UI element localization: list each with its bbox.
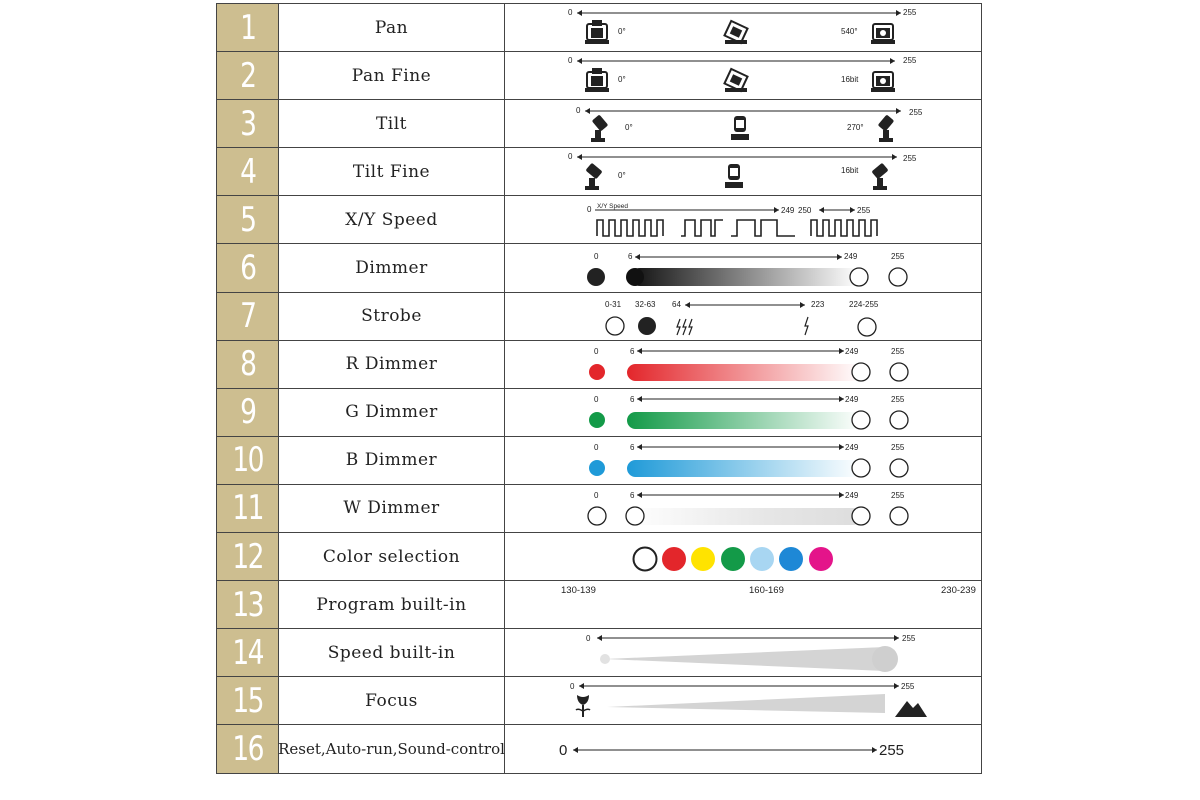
value-6-label: 6	[630, 490, 635, 500]
focus-wedge	[607, 694, 885, 713]
resolution-label: 16bit	[841, 166, 859, 176]
value-249-label: 249	[845, 394, 859, 404]
tilt-head-right-icon	[878, 115, 895, 143]
speed-wedge	[605, 647, 897, 671]
color-red-swatch	[662, 547, 686, 571]
color-blue-swatch	[779, 547, 803, 571]
channel-number: 8	[217, 341, 279, 388]
range-closed-label: 32-63	[635, 299, 656, 309]
pulse-waveform-fast-end	[811, 220, 877, 236]
strobe-fast-icon	[677, 319, 692, 335]
color-green-swatch	[721, 547, 745, 571]
channel-number: 14	[217, 629, 279, 676]
program-range-2-label: 160-169	[749, 585, 784, 597]
channel-row-2	[217, 52, 981, 100]
channel-graphic-pan-fine	[505, 52, 981, 99]
focus-diagram	[505, 677, 979, 725]
channel-number: 11	[217, 485, 279, 532]
channel-number: 9	[217, 389, 279, 436]
dmx-channel-table	[216, 3, 982, 774]
value-255-label: 255	[891, 394, 905, 404]
channel-number: 15	[217, 677, 279, 724]
moving-head-rotated-icon	[724, 69, 747, 92]
range-start-label: 0	[559, 742, 568, 760]
channel-graphic-program-built-in	[505, 581, 981, 628]
max-dot	[890, 363, 908, 381]
red-dot	[589, 364, 605, 380]
moving-head-end-icon	[871, 24, 895, 44]
color-white-swatch	[634, 548, 657, 571]
range-start-label: 0	[576, 106, 581, 116]
value-255-label: 255	[891, 346, 905, 356]
pan-fine-diagram	[505, 52, 979, 100]
program-built-in-diagram	[505, 581, 979, 629]
moving-head-icon	[585, 20, 609, 44]
channel-row-10	[217, 437, 981, 485]
program-range-3-label: 230-239	[941, 585, 976, 597]
blue-dot	[589, 460, 605, 476]
range-start-label: 0	[568, 8, 573, 17]
angle-start-label: 0°	[618, 27, 626, 36]
range-start-label: 0	[587, 205, 592, 215]
white-gradient-bar	[627, 508, 861, 525]
range-start-label: 0	[570, 682, 575, 692]
channel-number: 12	[217, 533, 279, 580]
open-end-dot	[858, 318, 876, 336]
green-dot	[589, 412, 605, 428]
channel-number: 13	[217, 581, 279, 628]
channel-graphic-dimmer	[505, 244, 981, 291]
range-mid-label: 249	[781, 206, 795, 216]
full-dot	[850, 268, 868, 286]
xy-speed-caption: X/Y Speed	[597, 203, 628, 211]
off-dot	[587, 268, 605, 286]
color-yellow-swatch	[691, 547, 715, 571]
channel-row-4	[217, 148, 981, 196]
r-dimmer-diagram	[505, 341, 979, 389]
range-end-label: 255	[901, 682, 915, 692]
tilt-fine-diagram	[505, 148, 979, 196]
channel-row-11	[217, 485, 981, 533]
strobe-slow-icon	[805, 317, 808, 335]
value-0-label: 0	[594, 346, 599, 356]
range-end-label: 255	[903, 56, 917, 66]
value-0-label: 0	[594, 442, 599, 452]
value-0-label: 0	[594, 394, 599, 404]
full-dot	[852, 459, 870, 477]
color-selection-diagram	[505, 533, 979, 581]
channel-graphic-speed-built-in	[505, 629, 981, 676]
green-gradient-bar	[627, 412, 861, 429]
channel-row-8	[217, 341, 981, 389]
max-dot	[890, 507, 908, 525]
channel-number: 7	[217, 293, 279, 340]
open-dot	[606, 317, 624, 335]
blue-gradient-bar	[627, 460, 861, 477]
channel-number: 5	[217, 196, 279, 243]
range-start-label: 0	[586, 634, 591, 644]
channel-number: 4	[217, 148, 279, 195]
range-mid2-label: 250	[798, 206, 812, 216]
channel-name: Pan	[279, 4, 505, 51]
value-249-label: 249	[845, 346, 859, 356]
channel-number: 1	[217, 4, 279, 51]
full-dot	[852, 363, 870, 381]
value-6-label: 6	[630, 442, 635, 452]
full-dot	[852, 411, 870, 429]
intensity-gradient-bar	[631, 268, 859, 286]
tilt-head-right-icon	[871, 163, 888, 190]
max-dot	[889, 268, 907, 286]
range-end-label: 255	[879, 742, 905, 760]
dimmer-diagram	[505, 244, 979, 292]
channel-name: Pan Fine	[279, 52, 505, 99]
color-light-blue-swatch	[750, 547, 774, 571]
max-dot	[890, 459, 908, 477]
value-6-label: 6	[630, 346, 635, 356]
channel-name: Tilt Fine	[279, 148, 505, 195]
pulse-waveform-fast	[597, 220, 663, 236]
closed-dot	[638, 317, 656, 335]
channel-graphic-reset	[505, 725, 981, 772]
moving-head-icon	[585, 68, 609, 92]
channel-graphic-color-selection	[505, 533, 981, 580]
channel-name: Dimmer	[279, 244, 505, 291]
resolution-label: 16bit	[841, 75, 859, 85]
channel-name: G Dimmer	[279, 389, 505, 436]
value-6-label: 6	[628, 252, 633, 262]
max-dot	[890, 411, 908, 429]
angle-start-label: 0°	[625, 123, 633, 133]
channel-name: R Dimmer	[279, 341, 505, 388]
channel-row-3	[217, 100, 981, 148]
value-255-label: 255	[891, 442, 905, 452]
program-range-1-label: 130-139	[561, 585, 596, 597]
channel-row-1	[217, 4, 981, 52]
range-open-label: 0-31	[605, 299, 622, 309]
value-249-label: 249	[845, 442, 859, 452]
value-0-label: 0	[594, 252, 599, 262]
b-dimmer-diagram	[505, 437, 979, 485]
range-end-label: 255	[857, 206, 871, 216]
channel-number: 16	[217, 725, 279, 772]
white-dot	[588, 507, 606, 525]
channel-row-16	[217, 725, 981, 773]
channel-number: 2	[217, 52, 279, 99]
channel-number: 10	[217, 437, 279, 484]
moving-head-end-icon	[871, 72, 895, 92]
w-dimmer-diagram	[505, 485, 979, 533]
range-end-label: 255	[909, 108, 923, 118]
channel-graphic-b-dimmer	[505, 437, 981, 484]
value-249-label: 249	[845, 490, 859, 500]
value-0-label: 0	[594, 490, 599, 500]
channel-graphic-strobe	[505, 293, 981, 340]
xy-speed-diagram	[505, 196, 979, 244]
channel-row-14	[217, 629, 981, 677]
tilt-head-left-icon	[591, 115, 608, 143]
channel-graphic-w-dimmer	[505, 485, 981, 532]
range-strobe-start-label: 64	[672, 299, 681, 309]
full-dot	[852, 507, 870, 525]
g-dimmer-diagram	[505, 389, 979, 437]
range-start-label: 0	[568, 56, 573, 66]
channel-graphic-r-dimmer	[505, 341, 981, 388]
channel-name: W Dimmer	[279, 485, 505, 532]
channel-graphic-tilt	[505, 100, 981, 147]
range-end-label: 255	[902, 634, 916, 644]
channel-row-12	[217, 533, 981, 581]
channel-row-5	[217, 196, 981, 244]
channel-name: B Dimmer	[279, 437, 505, 484]
channel-row-6	[217, 244, 981, 292]
moving-head-rotated-icon	[724, 21, 747, 44]
channel-name: Focus	[279, 677, 505, 724]
strobe-diagram	[505, 293, 979, 341]
channel-number: 6	[217, 244, 279, 291]
tilt-head-up-icon	[725, 164, 743, 188]
pan-diagram	[505, 4, 979, 52]
channel-name: Reset,Auto-run,Sound-control	[279, 725, 505, 772]
tilt-head-up-icon	[731, 116, 749, 140]
mountain-icon	[895, 701, 927, 717]
angle-start-label: 0°	[618, 75, 626, 85]
macro-flower-icon	[576, 695, 590, 717]
range-start-label: 0	[568, 152, 573, 162]
pulse-waveform-medium	[681, 220, 723, 236]
channel-graphic-focus	[505, 677, 981, 724]
red-gradient-bar	[627, 364, 861, 381]
pulse-waveform-slow	[731, 220, 795, 236]
channel-row-7	[217, 293, 981, 341]
channel-name: X/Y Speed	[279, 196, 505, 243]
channel-name: Color selection	[279, 533, 505, 580]
color-magenta-swatch	[809, 547, 833, 571]
channel-row-9	[217, 389, 981, 437]
speed-built-in-diagram	[505, 629, 979, 677]
channel-number: 3	[217, 100, 279, 147]
channel-name: Speed built-in	[279, 629, 505, 676]
value-255-label: 255	[891, 252, 905, 262]
channel-name: Strobe	[279, 293, 505, 340]
channel-row-15	[217, 677, 981, 725]
channel-graphic-xy-speed	[505, 196, 981, 243]
value-6-label: 6	[630, 394, 635, 404]
range-end-label: 255	[903, 154, 917, 164]
tilt-head-left-icon	[585, 163, 603, 190]
range-strobe-end-label: 223	[811, 299, 825, 309]
angle-start-label: 0°	[618, 171, 626, 181]
range-open-end-label: 224-255	[849, 299, 879, 309]
angle-end-label: 270°	[847, 123, 864, 133]
reset-diagram	[505, 725, 979, 773]
channel-row-13	[217, 581, 981, 629]
channel-name: Program built-in	[279, 581, 505, 628]
channel-graphic-g-dimmer	[505, 389, 981, 436]
tilt-diagram	[505, 100, 979, 148]
value-255-label: 255	[891, 490, 905, 500]
channel-name: Tilt	[279, 100, 505, 147]
value-249-label: 249	[844, 252, 858, 262]
angle-end-label: 540°	[841, 27, 858, 36]
channel-graphic-pan	[505, 4, 981, 51]
channel-graphic-tilt-fine	[505, 148, 981, 195]
range-end-label: 255	[903, 8, 917, 17]
